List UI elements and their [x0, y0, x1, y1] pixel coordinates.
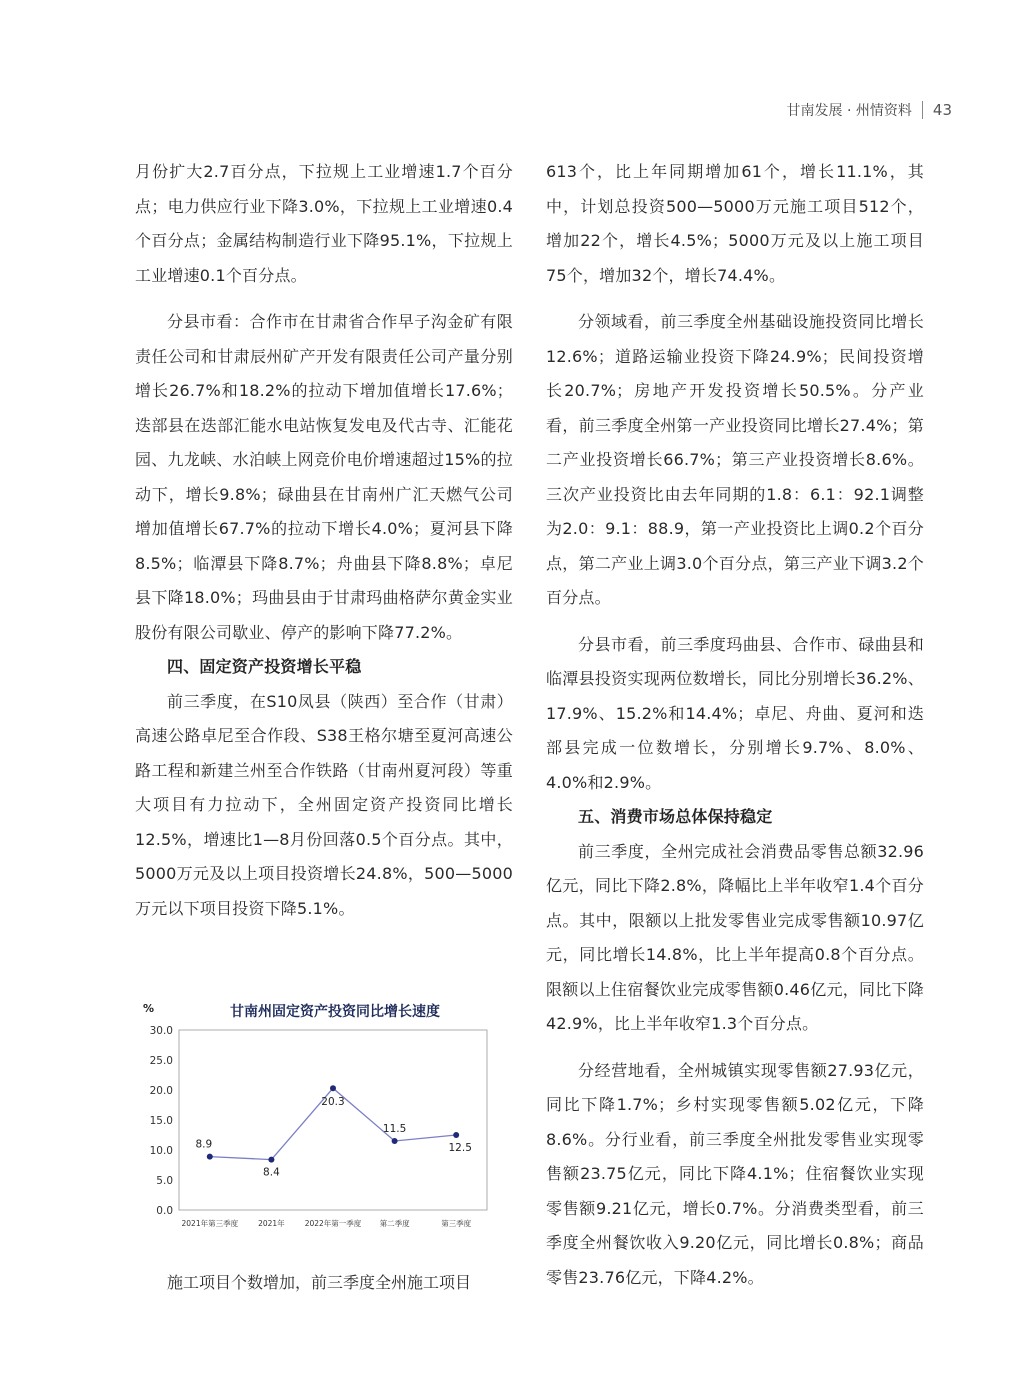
running-header — [787, 100, 952, 120]
x-tick-label: 2021年 — [258, 1219, 285, 1228]
page-number: 43 — [932, 101, 952, 119]
left-paragraph-1: 月份扩大2.7百分点，下拉规上工业增速1.7个百分点；电力供应行业下降3.0%，下拉规上工业增速0.4个百分点；金属结构制造行业下降95.1%，下拉规上工业增速0.1个百分点。 — [135, 162, 513, 285]
chart-title: 甘南州固定资产投资同比增长速度 — [230, 1004, 440, 1020]
data-label: 20.3 — [321, 1096, 345, 1109]
right-paragraph-2: 分领域看，前三季度全州基础设施投资同比增长12.6%；道路运输业投资下降24.9%；民间投资增长20.7%；房地产开发投资增长50.5%。分产业看，前三季度全州第一产业投资同比增长27.4%；第二产业投资增长66.7%；第三产业投资增长8.6%。三次产业投资比由去年同期的1.8：6.1：92.1调整为2.0：9.1：88.9，第一产业投资比上调0.2个百分点，第二产业上调3.0个百分点，第三产业下调3.2个百分点。 — [546, 312, 924, 607]
data-point — [330, 1085, 336, 1091]
data-point — [207, 1154, 213, 1160]
x-tick-label: 第二季度 — [379, 1219, 410, 1228]
data-point — [392, 1138, 398, 1144]
y-tick-label: 25.0 — [149, 1055, 173, 1067]
left-paragraph-3: 前三季度，在S10凤县（陕西）至合作（甘肃）高速公路卓尼至合作段、S38王格尔塘至夏河高速公路工程和新建兰州至合作铁路（甘南州夏河段）等重大项目有力拉动下，全州固定资产投资同比增长12.5%，增速比1—8月份回落0.5个百分点。其中，5000万元及以上项目投资增长24.8%，500—5000万元以下项目投资下降5.1%。 — [135, 691, 513, 918]
data-label: 8.9 — [195, 1138, 213, 1151]
right-paragraph-4: 前三季度，全州完成社会消费品零售总额32.96亿元，同比下降2.8%，降幅比上半年收窄1.4个百分点。其中，限额以上批发零售业完成零售额10.97亿元，同比增长14.8%，比上半年提高0.8个百分点。限额以上住宿餐饮业完成零售额0.46亿元，同比下降42.9%，比上半年收窄1.3个百分点。 — [546, 841, 924, 1033]
chart-plot-area — [150, 1025, 487, 1228]
chart-svg — [135, 992, 513, 1254]
section-heading-5: 五、消费市场总体保持稳定 — [578, 807, 773, 826]
y-tick-label: 30.0 — [149, 1025, 173, 1037]
x-tick-label: 2022年第一季度 — [304, 1219, 362, 1228]
data-label: 12.5 — [448, 1142, 472, 1154]
right-paragraph-1: 613个，比上年同期增加61个，增长11.1%，其中，计划总投资500—5000万元施工项目512个，增加22个，增长4.5%；5000万元及以上施工项目75个，增加32个，增长74.4%。 — [546, 162, 924, 285]
right-paragraph-3: 分县市看，前三季度玛曲县、合作市、碌曲县和临潭县投资实现两位数增长，同比分别增长36.2%、17.9%、15.2%和14.4%；卓尼、舟曲、夏河和迭部县完成一位数增长，分别增长9.7%、8.0%、4.0%和2.9%。 — [546, 634, 924, 792]
header-title: 甘南发展 · 州情资料 — [786, 103, 912, 119]
header-divider — [922, 101, 923, 119]
investment-growth-chart — [135, 992, 513, 1254]
y-tick-label: 15.0 — [149, 1115, 173, 1127]
plot-frame — [179, 1030, 487, 1210]
left-paragraph-4: 施工项目个数增加，前三季度全州施工项目 — [167, 1273, 472, 1292]
y-tick-label: 10.0 — [149, 1145, 173, 1157]
y-tick-label: 20.0 — [149, 1085, 173, 1097]
x-tick-label: 第三季度 — [441, 1219, 472, 1228]
y-tick-label: 0.0 — [156, 1205, 173, 1217]
section-heading-4: 四、固定资产投资增长平稳 — [167, 657, 362, 676]
data-point — [453, 1132, 459, 1138]
y-tick-label: 5.0 — [156, 1175, 173, 1187]
data-point — [268, 1157, 274, 1163]
right-column — [546, 155, 924, 1295]
right-paragraph-5: 分经营地看，全州城镇实现零售额27.93亿元，同比下降1.7%；乡村实现零售额5.02亿元，下降8.6%。分行业看，前三季度全州批发零售业实现零售额23.75亿元，同比下降4.1%；住宿餐饮业实现零售额9.21亿元，增长0.7%。分消费类型看，前三季度全州餐饮收入9.20亿元，同比增长0.8%；商品零售23.76亿元，下降4.2%。 — [546, 1060, 924, 1287]
left-paragraph-2: 分县市看：合作市在甘肃省合作早子沟金矿有限责任公司和甘肃辰州矿产开发有限责任公司产量分别增长26.7%和18.2%的拉动下增加值增长17.6%；迭部县在迭部汇能水电站恢复发电及代古寺、汇能花园、九龙峡、水泊峡上网竞价电价增速超过15%的拉动下，增长9.8%；碌曲县在甘南州广汇天燃气公司增加值增长67.7%的拉动下增长4.0%；夏河县下降8.5%；临潭县下降8.7%；舟曲县下降8.8%；卓尼县下降18.0%；玛曲县由于甘肃玛曲格萨尔黄金实业股份有限公司歇业、停产的影响下降77.2%。 — [135, 312, 513, 642]
chart-ylabel: % — [143, 1002, 155, 1015]
x-tick-label: 2021年第三季度 — [181, 1219, 239, 1228]
data-label: 11.5 — [382, 1123, 407, 1135]
data-label: 8.4 — [263, 1166, 280, 1179]
left-column — [135, 155, 513, 926]
